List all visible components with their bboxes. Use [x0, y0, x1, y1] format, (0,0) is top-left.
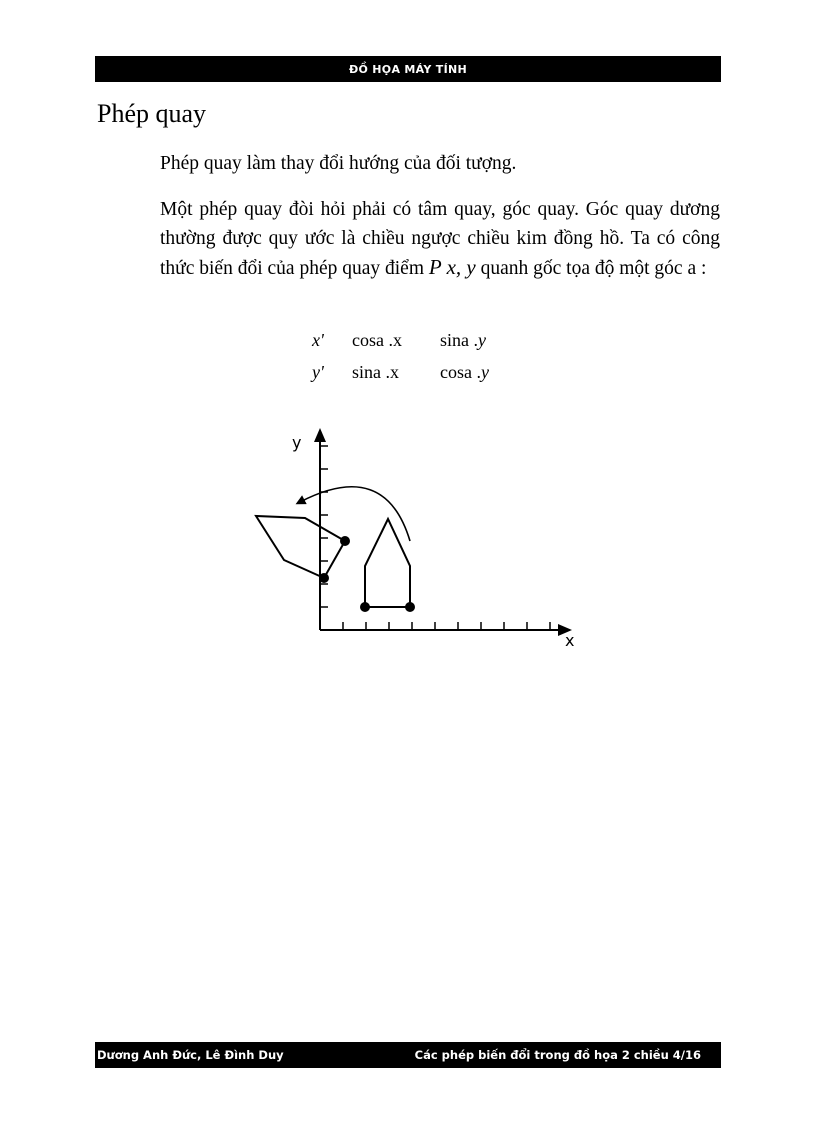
original-vertex-b [405, 602, 415, 612]
paragraph-definition-mid: quanh gốc tọa độ một góc [480, 258, 683, 279]
section-title: Phép quay [97, 99, 207, 128]
header-title: ĐỒ HỌA MÁY TÍNH [348, 62, 467, 76]
rotated-vertex-a [319, 573, 329, 583]
angle-symbol: a [687, 258, 697, 279]
formula-y-term2-var: y [480, 362, 489, 382]
x-axis-ticks [343, 622, 550, 630]
formula-x-lhs: x' [312, 330, 324, 350]
formula-y-lhs: y' [312, 362, 324, 382]
footer-authors: Dương Anh Đức, Lê Đình Duy [97, 1048, 284, 1062]
formula-y [312, 362, 489, 383]
paragraph-definition [160, 195, 720, 283]
formula-x-term2-var: y [478, 330, 486, 350]
rotated-shape [256, 516, 345, 578]
rotated-vertex-b [340, 536, 350, 546]
formula-x-term2-fn: sina . [440, 330, 478, 350]
y-axis-arrow-icon [314, 428, 326, 442]
paragraph-definition-end: : [701, 258, 707, 279]
page-header [95, 56, 721, 82]
x-axis-label: x [565, 631, 575, 650]
y-axis-label: y [292, 433, 302, 452]
paragraph-intro: Phép quay làm thay đổi hướng của đối tượng. [160, 153, 517, 174]
formula-y-term2-fn: cosa . [440, 362, 481, 382]
page-footer [95, 1042, 721, 1068]
formula-y-term1: sina .x [352, 362, 399, 382]
point-notation: P x, y [428, 255, 476, 279]
original-vertex-a [360, 602, 370, 612]
footer-chapter: Các phép biến đổi trong đồ họa 2 chiều 4/16 [414, 1048, 701, 1062]
formula-x [312, 330, 486, 351]
rotation-diagram [240, 420, 590, 660]
original-shape [365, 519, 410, 607]
paragraph-definition-text: Một phép quay đòi hỏi phải có tâm quay, góc quay. Góc quay dương thường được quy ước là chiều ngược chiều kim đồng hồ. Ta có công thức biến đổi của phép quay điểm [160, 199, 720, 279]
formula-x-term1: cosa .x [352, 330, 402, 350]
